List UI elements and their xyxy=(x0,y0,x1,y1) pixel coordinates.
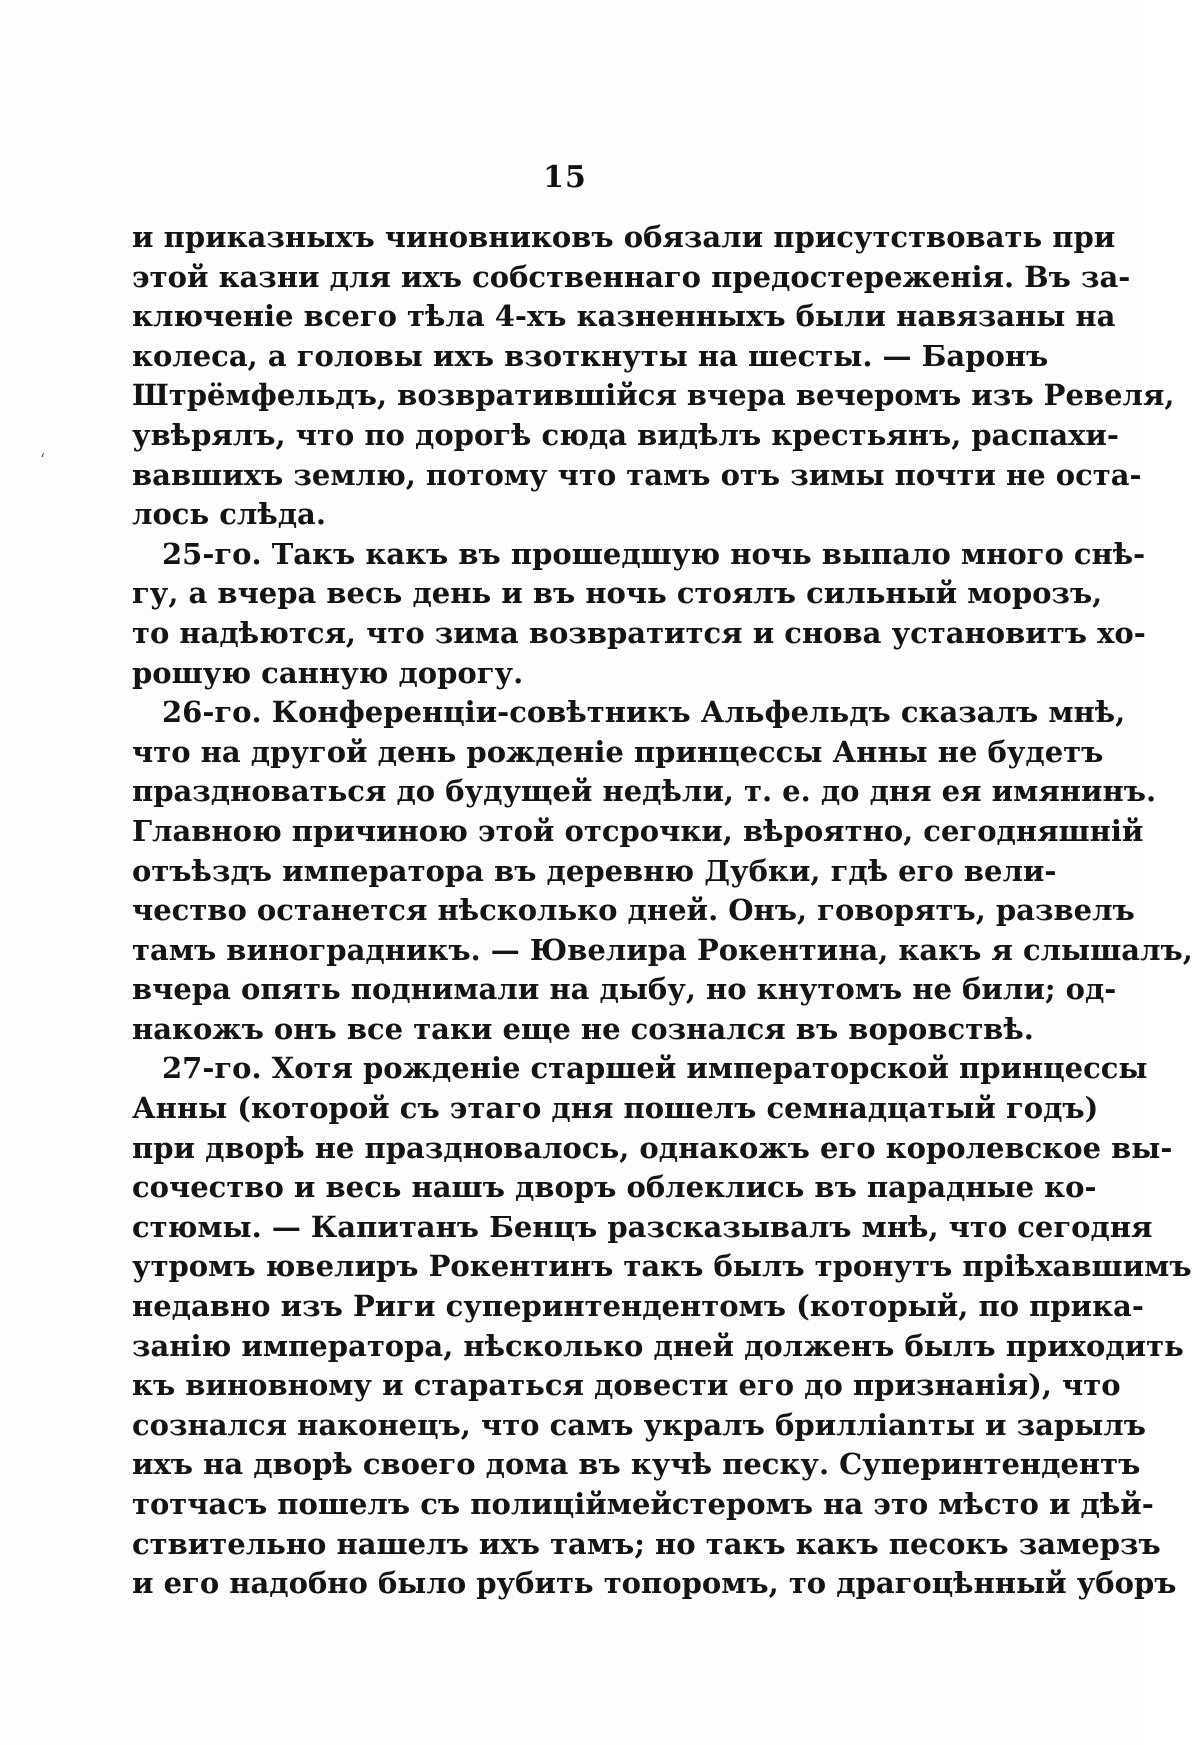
margin-mark: ‘ xyxy=(40,450,46,469)
text-line: ключеніе всего тѣла 4-хъ казненныхъ были навязаны на xyxy=(132,299,1116,334)
text-line: ствительно нашелъ ихъ тамъ; но такъ какъ песокъ замерзъ xyxy=(132,1526,1161,1561)
text-line: и его надобно было рубить топоромъ, то драгоцѣнный уборъ xyxy=(132,1566,1177,1601)
text-line: вавшихъ землю, потому что тамъ отъ зимы почти не оста- xyxy=(132,457,1142,492)
text-line: занію императора, нѣсколько дней долженъ былъ приходить xyxy=(132,1328,1184,1363)
text-line: утромъ ювелиръ Рокентинъ такъ былъ тронутъ пріѣхавшимъ xyxy=(132,1249,1192,1284)
text-line: вчера опять поднимали на дыбу, но кнутомъ не били; од- xyxy=(132,972,1117,1007)
text-line: что на другой день рожденіе принцессы Анны не будетъ xyxy=(132,734,1104,769)
text-line: колеса, а головы ихъ взоткнуты на шесты. — Баронъ xyxy=(132,338,1049,373)
text-line: недавно изъ Риги суперинтендентомъ (который, по прика- xyxy=(132,1289,1144,1324)
paragraph-start-line: 25-го. Такъ какъ въ прошедшую ночь выпало много снѣ- xyxy=(162,536,1146,571)
text-line: накожъ онъ все таки еще не сознался въ воровствѣ. xyxy=(132,1011,1034,1046)
text-line: чество останется нѣсколько дней. Онъ, говорятъ, развелъ xyxy=(132,893,1135,928)
text-line: праздноваться до будущей недѣли, т. е. до дня ея имянинъ. xyxy=(132,774,1157,809)
text-line: лось слѣда. xyxy=(132,497,326,532)
paragraph-start-line: 26-го. Конференціи-совѣтникъ Альфельдъ сказалъ мнѣ, xyxy=(162,695,1126,730)
text-line: ихъ на дворѣ своего дома въ кучѣ песку. Суперинтендентъ xyxy=(132,1447,1141,1482)
text-line: Штрёмфельдъ, возвратившійся вчера вечеромъ изъ Ревеля, xyxy=(132,378,1175,413)
text-line: тамъ виноградникъ. — Ювелира Рокентина, какъ я слышалъ, xyxy=(132,932,1193,967)
text-line: стюмы. — Капитанъ Бенцъ разсказывалъ мнѣ, что сегодня xyxy=(132,1209,1153,1244)
text-line: этой казни для ихъ собственнаго предостереженія. Въ за- xyxy=(132,259,1131,294)
text-line: то надѣются, что зима возвратится и снова установитъ хо- xyxy=(132,615,1146,650)
text-line: сознался наконецъ, что самъ укралъ бриллianты и зарылъ xyxy=(132,1407,1146,1442)
text-line: сочество и весь нашъ дворъ облеклись въ парадные ко- xyxy=(132,1170,1097,1205)
text-line: при дворѣ не праздновалось, однакожъ его королевское вы- xyxy=(132,1130,1173,1165)
page-number: 15 xyxy=(543,160,587,195)
text-line: увѣрялъ, что по дорогѣ сюда видѣлъ крестьянъ, распахи- xyxy=(132,417,1119,452)
text-line: рошую санную дорогу. xyxy=(132,655,524,690)
text-line: отъѣздъ императора въ деревню Дубки, гдѣ его вели- xyxy=(132,853,1057,888)
body-text xyxy=(132,218,1193,1604)
text-line: тотчасъ пошелъ съ полиціймейстеромъ на это мѣсто и дѣй- xyxy=(132,1487,1154,1521)
text-line: гу, а вчера весь день и въ ночь стоялъ сильный морозъ, xyxy=(132,576,1103,611)
text-line: и приказныхъ чиновниковъ обязали присутствовать при xyxy=(132,220,1116,254)
paragraph-start-line: 27-го. Хотя рожденіе старшей императорской принцессы xyxy=(162,1051,1148,1086)
text-line: Анны (которой съ этаго дня пошелъ семнадцатый годъ) xyxy=(132,1091,1099,1126)
text-line: къ виновному и стараться довести его до признанія), что xyxy=(132,1368,1121,1403)
text-line: Главною причиною этой отсрочки, вѣроятно, сегодняшній xyxy=(132,813,1144,848)
